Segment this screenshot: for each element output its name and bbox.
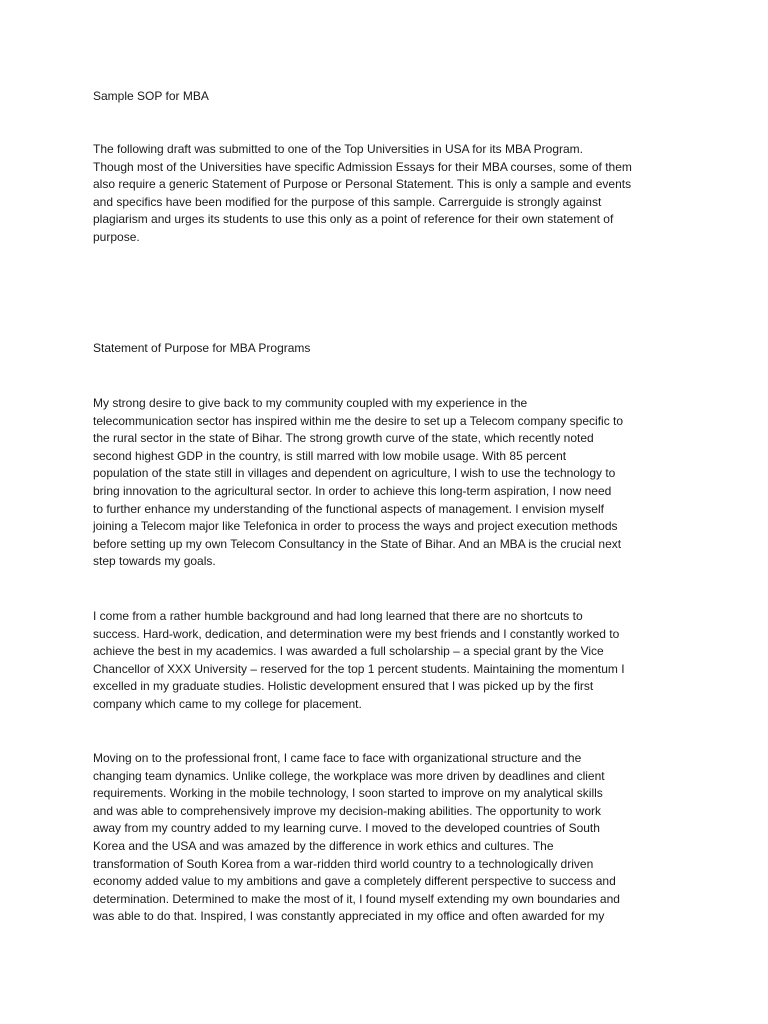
paragraph-line: before setting up my own Telecom Consultancy in the State of Bihar. And an MBA is the crucial next (93, 536, 622, 551)
paragraph-line: to further enhance my understanding of the functional aspects of management. I envision myself (93, 501, 604, 516)
section-heading (93, 340, 310, 358)
paragraph-line: step towards my goals. (93, 554, 216, 569)
paragraph-line: transformation of South Korea from a war-ridden third world country to a technologically driven (93, 856, 594, 871)
paragraph-line: Chancellor of XXX University – reserved for the top 1 percent students. Maintaining the momentum I (93, 661, 625, 676)
paragraph-line: I come from a rather humble background and had long learned that there are no shortcuts to (93, 609, 583, 623)
paragraph-line: the rural sector in the state of Bihar. The strong growth curve of the state, which recently noted (93, 431, 594, 446)
paragraph-line: requirements. Working in the mobile technology, I soon started to improve on my analytical skills (93, 786, 603, 801)
paragraph-line: and was able to comprehensively improve my decision-making abilities. The opportunity to work (93, 803, 602, 818)
body-paragraph-3 (93, 750, 620, 926)
paragraph-line: My strong desire to give back to my community coupled with my experience in the (93, 396, 528, 410)
paragraph-line: also require a generic Statement of Purpose or Personal Statement. This is only a sample and events (93, 177, 632, 192)
body-paragraph-1 (93, 395, 623, 571)
paragraph-line: population of the state still in villages and dependent on agriculture, I wish to use the technology to (93, 466, 616, 481)
paragraph-line: joining a Telecom major like Telefonica in order to process the ways and project execution methods (93, 519, 618, 534)
paragraph-line: was able to do that. Inspired, I was constantly appreciated in my office and often awarded for my (93, 909, 605, 924)
paragraph-line: company which came to my college for placement. (93, 696, 362, 711)
paragraph-line: excelled in my graduate studies. Holistic development ensured that I was picked up by the first (93, 679, 594, 694)
paragraph-line: second highest GDP in the country, is still marred with low mobile usage. With 85 percent (93, 448, 567, 463)
paragraph-line: away from my country added to my learning curve. I moved to the developed countries of South (93, 821, 600, 836)
intro-paragraph (93, 141, 632, 247)
heading-line: Statement of Purpose for MBA Programs (93, 341, 311, 355)
paragraph-line: bring innovation to the agricultural sector. In order to achieve this long-term aspiration, I now need (93, 483, 612, 498)
document-title (93, 88, 209, 106)
paragraph-line: The following draft was submitted to one of the Top Universities in USA for its MBA Program. (93, 142, 584, 156)
paragraph-line: changing team dynamics. Unlike college, the workplace was more driven by deadlines and client (93, 768, 605, 783)
paragraph-line: Moving on to the professional front, I came face to face with organizational structure and the (93, 751, 582, 765)
title-line: Sample SOP for MBA (93, 89, 209, 103)
paragraph-line: telecommunication sector has inspired within me the desire to set up a Telecom company specific to (93, 413, 624, 428)
paragraph-line: success. Hard-work, dedication, and determination were my best friends and I constantly worked to (93, 626, 620, 641)
paragraph-line: Korea and the USA and was amazed by the difference in work ethics and cultures. The (93, 838, 554, 853)
body-paragraph-2 (93, 608, 625, 714)
paragraph-line: achieve the best in my academics. I was awarded a full scholarship – a special grant by the Vice (93, 644, 604, 659)
paragraph-line: economy added value to my ambitions and gave a completely different perspective to success and (93, 874, 616, 889)
paragraph-line: determination. Determined to make the most of it, I found myself extending my own boundaries and (93, 891, 620, 906)
paragraph-line: plagiarism and urges its students to use this only as a point of reference for their own statement of (93, 212, 614, 227)
paragraph-line: purpose. (93, 229, 140, 244)
paragraph-line: and specifics have been modified for the purpose of this sample. Carrerguide is strongly against (93, 194, 602, 209)
paragraph-line: Though most of the Universities have specific Admission Essays for their MBA courses, some of them (93, 159, 632, 174)
